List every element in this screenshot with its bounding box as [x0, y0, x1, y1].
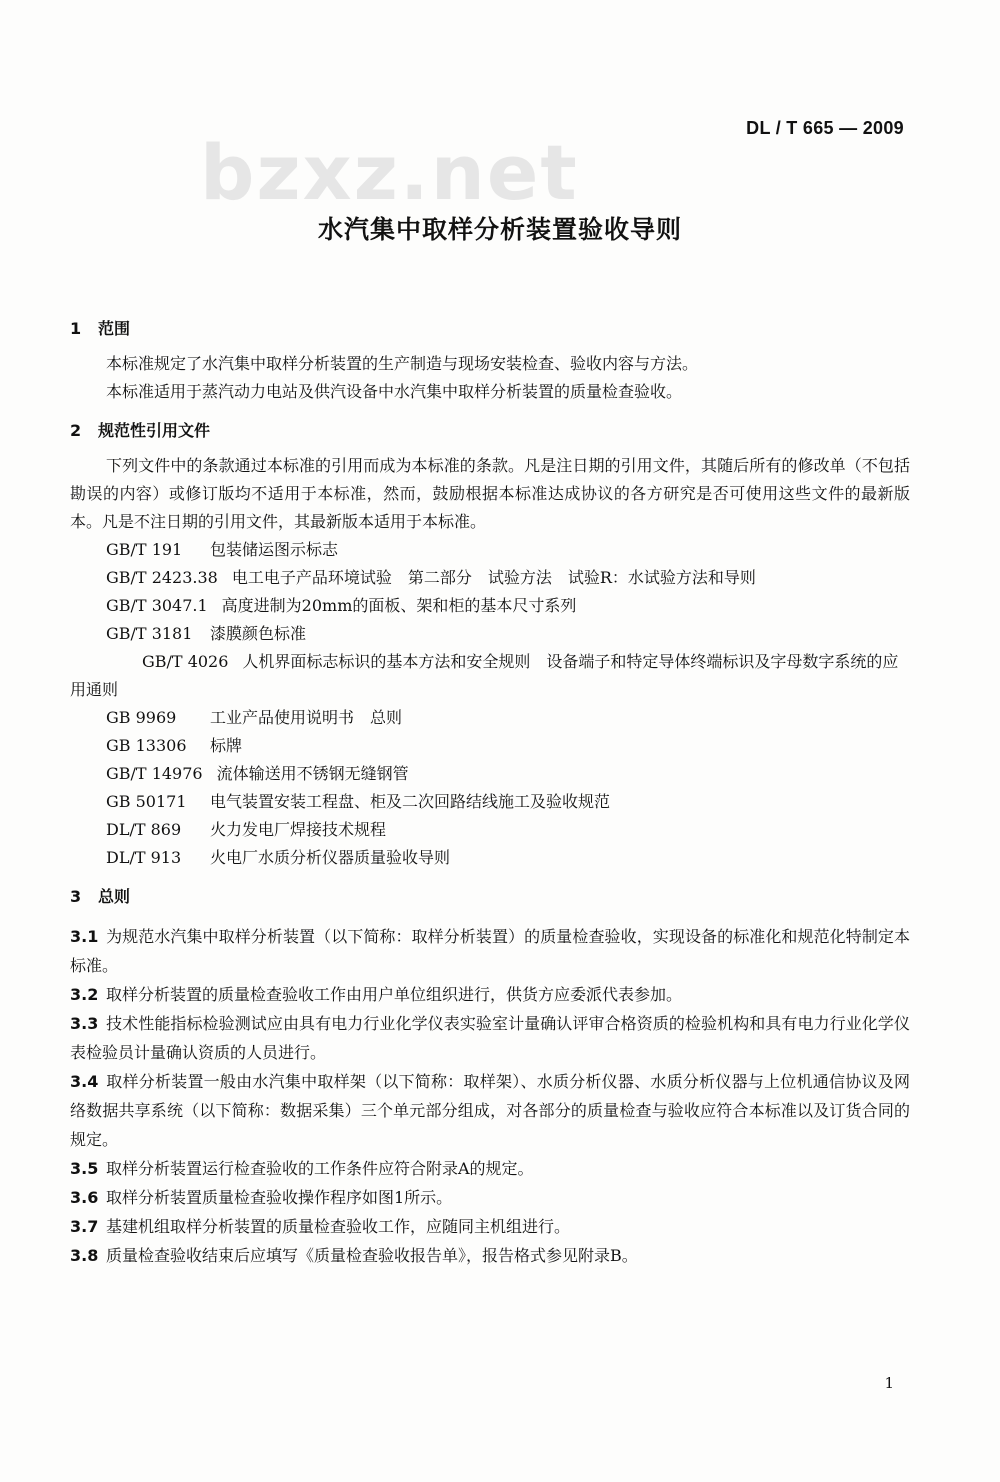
reference-title: 工业产品使用说明书 总则 [210, 708, 403, 727]
reference-title: 包装储运图示标志 [210, 540, 339, 559]
clause-number: 3.5 [70, 1159, 99, 1178]
reference-title: 高度进制为20mm的面板、架和柜的基本尺寸系列 [221, 596, 577, 615]
reference-code: GB/T 3181 [106, 624, 193, 643]
reference-title: 标牌 [210, 736, 243, 755]
reference-title: 漆膜颜色标准 [210, 624, 307, 643]
document-title: 水汽集中取样分析装置验收导则 [317, 215, 682, 244]
section-3-heading [70, 884, 910, 910]
reference-code: GB/T 14976 [106, 764, 203, 783]
scope-paragraph: 本标准适用于蒸汽动力电站及供汽设备中水汽集中取样分析装置的质量检查验收。 [106, 382, 683, 401]
clause-text: 取样分析装置运行检查验收的工作条件应符合附录A的规定。 [106, 1159, 534, 1178]
reference-item [70, 788, 910, 816]
reference-item [70, 564, 910, 592]
clause-text: 取样分析装置质量检查验收操作程序如图1所示。 [106, 1188, 453, 1207]
reference-code: GB 50171 [106, 792, 187, 811]
clause [70, 1067, 910, 1154]
reference-item [70, 844, 910, 872]
section-title: 规范性引用文件 [98, 421, 211, 440]
clause [70, 1009, 910, 1067]
clause-text: 基建机组取样分析装置的质量检查验收工作，应随同主机组进行。 [106, 1217, 571, 1236]
clause [70, 1212, 910, 1241]
reference-item [70, 704, 910, 732]
clause-number: 3.2 [70, 985, 99, 1004]
section-number: 3 [70, 887, 82, 906]
section-title: 总则 [98, 887, 131, 906]
reference-code: GB/T 3047.1 [106, 596, 208, 615]
reference-code: DL/T 869 [106, 820, 182, 839]
reference-title: 电工电子产品环境试验 第二部分 试验方法 试验R：水试验方法和导则 [231, 568, 756, 587]
reference-item [70, 760, 910, 788]
section-2-heading [70, 418, 910, 444]
section-1-heading [70, 316, 910, 342]
reference-item [70, 620, 910, 648]
reference-code: GB 13306 [106, 736, 187, 755]
watermark-text: bzxz.net [200, 128, 579, 217]
reference-item [70, 732, 910, 760]
clause-number: 3.8 [70, 1246, 99, 1265]
clause-text: 取样分析装置的质量检查验收工作由用户单位组织进行，供货方应委派代表参加。 [106, 985, 683, 1004]
reference-code: DL/T 913 [106, 848, 182, 867]
section-number: 1 [70, 319, 82, 338]
document-body [70, 316, 910, 1270]
section-title: 范围 [98, 319, 131, 338]
clause-number: 3.6 [70, 1188, 99, 1207]
reference-code: GB 9969 [106, 708, 177, 727]
reference-code: GB/T 4026 [142, 652, 229, 671]
section-number: 2 [70, 421, 82, 440]
reference-title: 人机界面标志标识的基本方法和安全规则 设备端子和特定导体终端标识及字母数字系统的应用通则 [70, 652, 899, 699]
clause [70, 1154, 910, 1183]
reference-item [70, 592, 910, 620]
scope-paragraph: 本标准规定了水汽集中取样分析装置的生产制造与现场安装检查、验收内容与方法。 [106, 354, 699, 373]
reference-title: 流体输送用不锈钢无缝钢管 [216, 764, 409, 783]
reference-title: 电气装置安装工程盘、柜及二次回路结线施工及验收规范 [210, 792, 611, 811]
reference-code: GB/T 2423.38 [106, 568, 218, 587]
reference-title: 火电厂水质分析仪器质量验收导则 [210, 848, 451, 867]
clause-number: 3.1 [70, 927, 99, 946]
references-intro: 下列文件中的条款通过本标准的引用而成为本标准的条款。凡是注日期的引用文件，其随后所有的修改单（不包括勘误的内容）或修订版均不适用于本标准，然而，鼓励根据本标准达成协议的各方研究是否可使用这些文件的最新版本。凡是不注日期的引用文件，其最新版本适用于本标准。 [70, 456, 910, 531]
standard-code: DL / T 665 — 2009 [746, 118, 904, 138]
clause [70, 922, 910, 980]
reference-item [70, 816, 910, 844]
clause-text: 为规范水汽集中取样分析装置（以下简称：取样分析装置）的质量检查验收，实现设备的标准化和规范化特制定本标准。 [70, 927, 910, 975]
clause-number: 3.3 [70, 1014, 99, 1033]
reference-item [70, 648, 910, 704]
reference-item [70, 536, 910, 564]
clause [70, 1241, 910, 1270]
reference-title: 火力发电厂焊接技术规程 [210, 820, 387, 839]
clause [70, 980, 910, 1009]
clause [70, 1183, 910, 1212]
clause-text: 取样分析装置一般由水汽集中取样架（以下简称：取样架）、水质分析仪器、水质分析仪器与上位机通信协议及网络数据共享系统（以下简称：数据采集）三个单元部分组成，对各部分的质量检查与验收应符合本标准以及订货合同的规定。 [70, 1072, 910, 1149]
clause-text: 技术性能指标检验测试应由具有电力行业化学仪表实验室计量确认评审合格资质的检验机构和具有电力行业化学仪表检验员计量确认资质的人员进行。 [70, 1014, 910, 1062]
clause-number: 3.4 [70, 1072, 99, 1091]
clause-text: 质量检查验收结束后应填写《质量检查验收报告单》，报告格式参见附录B。 [106, 1246, 638, 1265]
clause-number: 3.7 [70, 1217, 99, 1236]
page-number: 1 [884, 1374, 894, 1392]
reference-code: GB/T 191 [106, 540, 183, 559]
